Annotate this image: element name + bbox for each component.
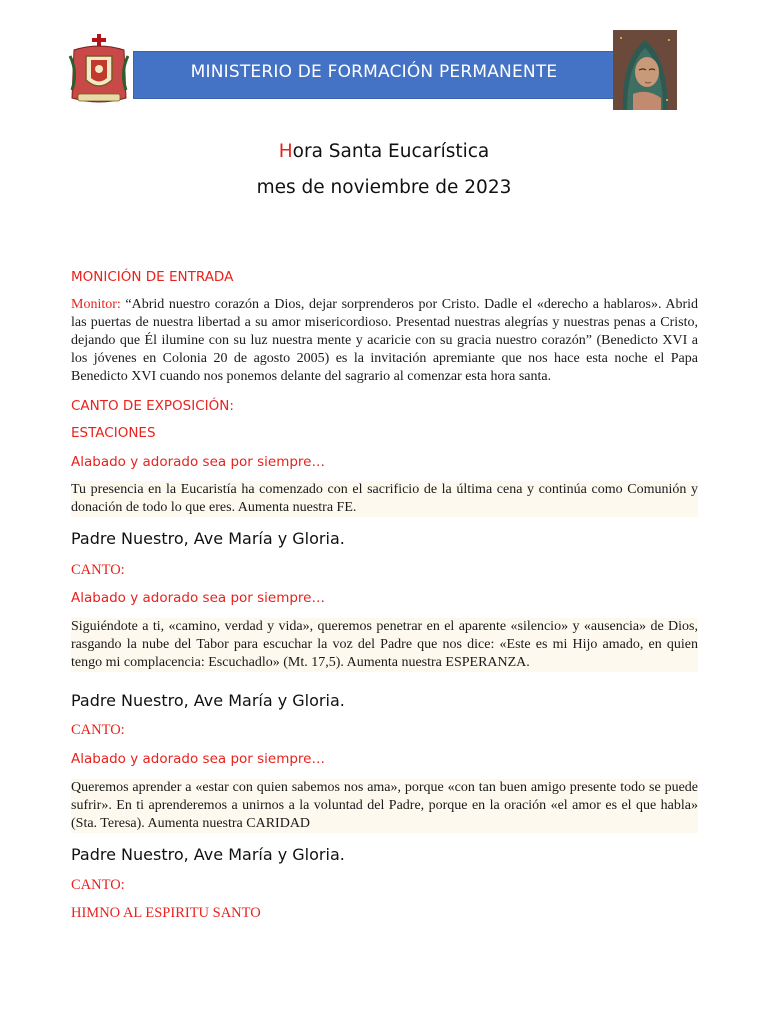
canto-label-1: CANTO: bbox=[71, 562, 125, 578]
title-initial: H bbox=[278, 141, 293, 162]
invocation-1: Alabado y adorado sea por siempre… bbox=[71, 454, 325, 470]
canto-exposicion-heading: CANTO DE EXPOSICIÓN: bbox=[71, 398, 234, 414]
ministry-banner bbox=[133, 51, 615, 99]
title-rest: ora Santa Eucarística bbox=[292, 141, 490, 162]
monicion-heading: MONICIÓN DE ENTRADA bbox=[71, 269, 234, 285]
virgin-of-guadalupe-image bbox=[613, 30, 677, 110]
prayer-line-1: Padre Nuestro, Ave María y Gloria. bbox=[71, 529, 345, 548]
document-title bbox=[0, 141, 768, 162]
meditation-paragraph-3: Queremos aprender a «estar con quien sabemos nos ama», porque «con tan buen amigo presente todo se puede sufrir». En ti aprenderemos a unirnos a la voluntad del Padre, porque en la oración «el amor es el que habla» (Sta. Teresa). Aumenta nuestra CARIDAD bbox=[71, 780, 698, 831]
monitor-label: Monitor: bbox=[71, 297, 121, 312]
document-subtitle: mes de noviembre de 2023 bbox=[256, 177, 512, 198]
invocation-2: Alabado y adorado sea por siempre… bbox=[71, 590, 325, 606]
canto-label-3: CANTO: bbox=[71, 877, 125, 893]
invocation-3: Alabado y adorado sea por siempre… bbox=[71, 751, 325, 767]
prayer-line-2: Padre Nuestro, Ave María y Gloria. bbox=[71, 691, 345, 710]
himno-heading: HIMNO AL ESPIRITU SANTO bbox=[71, 905, 261, 921]
banner-title: MINISTERIO DE FORMACIÓN PERMANENTE bbox=[190, 62, 558, 82]
canto-label-2: CANTO: bbox=[71, 722, 125, 738]
estaciones-heading: ESTACIONES bbox=[71, 425, 156, 441]
meditation-paragraph-2: Siguiéndote a ti, «camino, verdad y vida», queremos penetrar en el aparente «silencio» y «ausencia» de Dios, rasgando la nube del Tabor para escuchar la voz del Padre que nos dice: «Este es mi Hijo amado, en quien tengo mi complacencia: Escuchadlo» (Mt. 17,5). Aumenta nuestra ESPERANZA. bbox=[71, 619, 698, 670]
meditation-paragraph-1: Tu presencia en la Eucaristía ha comenzado con el sacrificio de la última cena y continúa como Comunión y donación de todo lo que eres. Aumenta nuestra FE. bbox=[71, 482, 698, 515]
prayer-line-3: Padre Nuestro, Ave María y Gloria. bbox=[71, 845, 345, 864]
monicion-paragraph bbox=[71, 296, 698, 386]
coat-of-arms-logo bbox=[68, 32, 130, 108]
monicion-text: “Abrid nuestro corazón a Dios, dejar sorprenderos por Cristo. Dadle el «derecho a hablaros». Abrid las puertas de nuestra libertad a su amor misericordioso. Presentad nuestras alegrías y nuestras penas a Cristo, dejando que Él ilumine con su luz nuestra mente y acaricie con su gracia nuestro corazón” (Benedicto XVI a los jóvenes en Colonia 20 de agosto 2005) es la invitación apremiante que nos hace esta noche el Papa Benedicto XVI cuando nos ponemos delante del sagrario al comenzar esta hora santa. bbox=[71, 297, 698, 384]
